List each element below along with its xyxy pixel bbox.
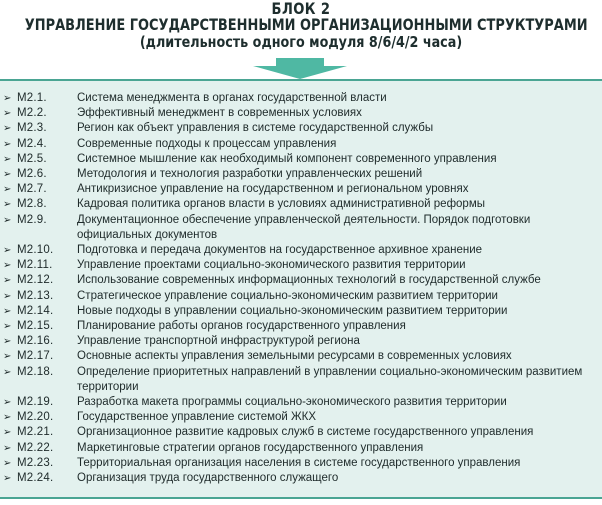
module-title: Разработка макета программы социально-экономического развития территории	[77, 396, 507, 409]
module-title: Организационное развитие кадровых служб в системе государственного управления	[77, 426, 534, 439]
module-item	[3, 410, 602, 425]
bullet-arrow-icon: ➢	[3, 108, 12, 120]
module-item	[3, 167, 602, 182]
module-title: Стратегическое управление социально-экономическим развитием территории	[77, 289, 498, 302]
module-code: М2.14.	[17, 304, 54, 317]
module-code: М2.1.	[17, 92, 47, 104]
module-code: М2.23.	[17, 456, 54, 469]
module-code: М2.20.	[17, 411, 54, 424]
module-code: М2.22.	[17, 441, 54, 454]
module-title: Использование современных информационных технологий в государственной службе	[77, 274, 541, 287]
module-title: Маркетинговые стратегии органов государственного управления	[77, 441, 424, 454]
bullet-arrow-icon: ➢	[3, 442, 12, 454]
module-item	[3, 182, 602, 197]
modules-panel	[0, 79, 602, 499]
bullet-arrow-icon: ➢	[3, 275, 12, 287]
bullet-arrow-icon: ➢	[3, 199, 12, 211]
module-item	[3, 456, 602, 471]
bullet-arrow-icon: ➢	[3, 336, 12, 348]
module-code: М2.7.	[17, 183, 47, 196]
subtitle: (длительность одного модуля 8/6/4/2 часа)	[139, 33, 463, 51]
module-item	[3, 471, 602, 486]
module-code: М2.6.	[17, 168, 47, 181]
bullet-arrow-icon: ➢	[3, 184, 12, 196]
bullet-arrow-icon: ➢	[3, 169, 12, 181]
module-code: М2.5.	[17, 152, 47, 165]
module-code: М2.24.	[17, 472, 54, 485]
module-title: Антикризисное управление на государственном и региональном уровнях	[77, 183, 469, 196]
bullet-arrow-icon: ➢	[3, 153, 12, 165]
module-item	[3, 121, 602, 136]
module-item	[3, 441, 602, 456]
bullet-arrow-icon: ➢	[3, 290, 12, 302]
module-title: Системное мышление как необходимый компонент современного управления	[77, 152, 497, 165]
module-item	[3, 395, 602, 410]
bullet-arrow-icon: ➢	[3, 412, 12, 424]
module-title: Система менеджмента в органах государственной власти	[77, 92, 387, 104]
module-code: М2.13.	[17, 289, 54, 302]
module-item	[3, 304, 602, 319]
module-title: Управление проектами социально-экономического развития территории	[77, 259, 466, 272]
bullet-arrow-icon: ➢	[3, 473, 12, 485]
bullet-arrow-icon: ➢	[3, 260, 12, 272]
bullet-arrow-icon: ➢	[3, 123, 12, 135]
module-code: М2.12.	[17, 274, 54, 287]
module-code: М2.15.	[17, 320, 54, 333]
bullet-arrow-icon: ➢	[3, 305, 12, 317]
module-title: Государственное управление системой ЖКХ	[77, 411, 317, 424]
module-code: М2.2.	[17, 107, 47, 120]
module-title: Современные подходы к процессам управления	[77, 137, 337, 150]
down-arrow-icon	[276, 58, 324, 66]
module-code: М2.18.	[17, 365, 54, 378]
module-title: Методология и технология разработки управленческих решений	[77, 168, 423, 181]
main-title: УПРАВЛЕНИЕ ГОСУДАРСТВЕННЫМИ ОРГАНИЗАЦИОННЫМИ СТРУКТУРАМИ	[24, 15, 588, 34]
module-code: М2.11.	[17, 259, 53, 272]
bullet-arrow-icon: ➢	[3, 93, 12, 104]
module-item	[3, 289, 602, 304]
module-code: М2.4.	[17, 137, 47, 150]
module-title: Территориальная организация населения в системе государственного управления	[77, 456, 521, 469]
bullet-arrow-icon: ➢	[3, 138, 12, 150]
module-item	[3, 197, 602, 212]
module-title: Эффективный менеджмент в современных условиях	[77, 107, 362, 120]
module-item	[3, 273, 602, 288]
module-item	[3, 137, 602, 152]
bullet-arrow-icon: ➢	[3, 245, 12, 257]
bullet-arrow-icon: ➢	[3, 457, 12, 469]
module-title: Основные аспекты управления земельными ресурсами в современных условиях	[77, 350, 512, 363]
module-title: Определение приоритетных направлений в управлении социально-экономическим развитием территории	[77, 365, 583, 393]
module-item	[3, 334, 602, 349]
module-code: М2.19.	[17, 396, 54, 409]
bullet-arrow-icon: ➢	[3, 427, 12, 439]
module-item	[3, 106, 602, 121]
bullet-arrow-icon: ➢	[3, 351, 12, 363]
bullet-arrow-icon: ➢	[3, 214, 12, 226]
module-code: М2.21.	[17, 426, 54, 439]
module-item	[3, 319, 602, 334]
module-title: Новые подходы в управлении социально-экономическим развитием территории	[77, 304, 508, 317]
modules-list	[3, 91, 602, 486]
module-item	[3, 152, 602, 167]
module-item	[3, 91, 602, 106]
module-code: М2.17.	[17, 350, 54, 363]
block-title: БЛОК 2	[271, 0, 331, 18]
module-title: Управление транспортной инфраструктурой региона	[77, 335, 360, 348]
module-code: М2.9.	[17, 213, 47, 226]
module-item	[3, 349, 602, 364]
bullet-arrow-icon: ➢	[3, 321, 12, 333]
module-code: М2.16.	[17, 335, 54, 348]
module-code: М2.10.	[17, 244, 54, 257]
bullet-arrow-icon: ➢	[3, 366, 12, 378]
module-title: Организация труда государственного служащего	[77, 472, 339, 485]
module-item	[3, 243, 602, 258]
module-title: Регион как объект управления в системе государственной службы	[77, 122, 434, 135]
header	[0, 0, 602, 64]
bullet-arrow-icon: ➢	[3, 397, 12, 409]
module-item	[3, 258, 602, 273]
module-title: Подготовка и передача документов на государственное архивное хранение	[77, 244, 483, 257]
module-item	[3, 213, 602, 243]
module-code: М2.8.	[17, 198, 47, 211]
module-title: Планирование работы органов государственного управления	[77, 320, 406, 333]
module-title: Кадровая политика органов власти в условиях административной реформы	[77, 198, 485, 211]
module-code: М2.3.	[17, 122, 47, 135]
down-arrow-head-icon	[253, 66, 347, 79]
module-item	[3, 425, 602, 440]
module-item	[3, 365, 602, 395]
module-title: Документационное обеспечение управленческой деятельности. Порядок подготовки официальных документов	[77, 213, 531, 241]
